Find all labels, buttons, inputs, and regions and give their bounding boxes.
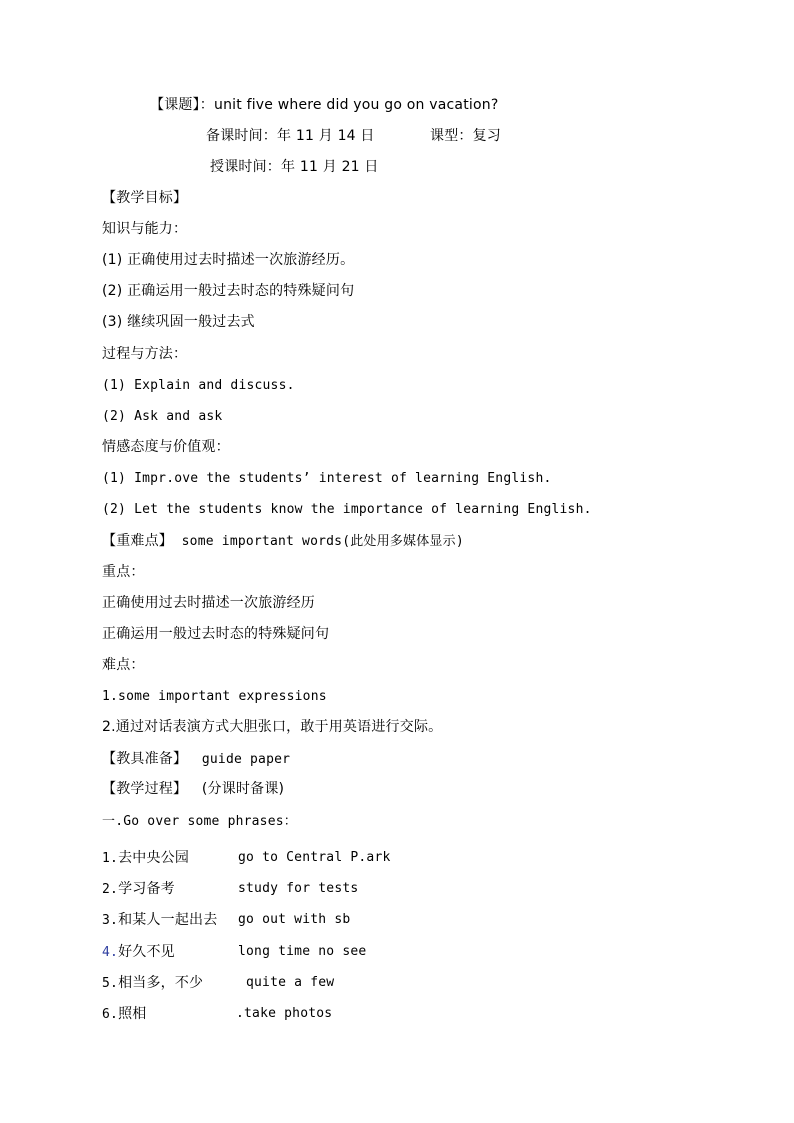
phrase-number: 1. bbox=[102, 851, 119, 866]
phrase-chinese: 学习备考 bbox=[118, 881, 175, 897]
materials-heading bbox=[102, 750, 290, 769]
phrase-row bbox=[102, 911, 502, 929]
key-points-text: some important words(此处用多媒体显示) bbox=[181, 534, 464, 549]
phrase-number: 5. bbox=[102, 976, 119, 991]
phrase-number: 6. bbox=[102, 1007, 119, 1022]
process-heading bbox=[102, 780, 284, 798]
lesson-type-text: 课型：复习 bbox=[430, 128, 501, 144]
lesson-title bbox=[150, 96, 498, 114]
phrase-english: long time no see bbox=[238, 944, 367, 959]
knowledge-item: (1) 正确使用过去时描述一次旅游经历。 bbox=[102, 252, 355, 268]
phrase-number: 2. bbox=[102, 882, 119, 897]
emotion-item: (2) Let the students know the importance of learning English. bbox=[102, 502, 592, 517]
process-method-heading: 过程与方法： bbox=[102, 346, 188, 362]
phrase-english: study for tests bbox=[238, 881, 359, 896]
process-label: 【教学过程】 bbox=[102, 781, 188, 797]
materials-label: 【教具准备】 bbox=[102, 751, 188, 767]
process-method-item: (2) Ask and ask bbox=[102, 409, 223, 424]
key-points-label: 【重难点】 bbox=[102, 533, 173, 549]
lesson-type bbox=[430, 127, 501, 145]
difficult-item: 2.通过对话表演方式大胆张口，敢于用英语进行交际。 bbox=[102, 719, 443, 735]
phrase-row bbox=[102, 974, 502, 992]
phrase-number: 3. bbox=[102, 913, 119, 928]
knowledge-heading: 知识与能力： bbox=[102, 221, 188, 237]
emotion-heading: 情感态度与价值观： bbox=[102, 439, 230, 455]
phrase-row bbox=[102, 1005, 502, 1023]
key-heading: 重点： bbox=[102, 564, 145, 580]
phrase-row bbox=[102, 943, 502, 961]
phrase-number: 4. bbox=[102, 945, 119, 960]
objectives-heading: 【教学目标】 bbox=[102, 190, 188, 206]
emotion-item: (1) Impr.ove the students’ interest of learning English. bbox=[102, 471, 552, 486]
lesson-title-text: 【课题】：unit five where did you go on vacation? bbox=[150, 97, 499, 113]
prep-time-text: 备课时间：年 11 月 14 日 bbox=[206, 128, 375, 144]
phrase-chinese: 照相 bbox=[118, 1006, 147, 1022]
difficult-heading: 难点： bbox=[102, 657, 145, 673]
phrase-english: quite a few bbox=[246, 975, 335, 990]
process-text: (分课时备课) bbox=[201, 781, 285, 797]
process-method-item: (1) Explain and discuss. bbox=[102, 378, 295, 393]
teach-time-text: 授课时间：年 11 月 21 日 bbox=[210, 159, 379, 175]
phrase-chinese: 去中央公园 bbox=[118, 850, 190, 866]
phrase-chinese: 和某人一起出去 bbox=[118, 912, 218, 928]
materials-text: guide paper bbox=[201, 752, 291, 767]
phrase-english: .take photos bbox=[236, 1006, 333, 1021]
phrase-english: go out with sb bbox=[238, 912, 351, 927]
phrase-english: go to Central P.ark bbox=[238, 850, 391, 865]
phrase-chinese: 相当多，不少 bbox=[118, 975, 204, 991]
teach-time bbox=[210, 158, 379, 176]
knowledge-item: (3) 继续巩固一般过去式 bbox=[102, 314, 255, 330]
step-one-heading: 一.Go over some phrases： bbox=[102, 814, 297, 829]
phrase-chinese: 好久不见 bbox=[118, 944, 175, 960]
difficult-item: 1.some important expressions bbox=[102, 689, 327, 704]
key-points-heading bbox=[102, 532, 464, 551]
knowledge-item: (2) 正确运用一般过去时态的特殊疑问句 bbox=[102, 283, 355, 299]
key-item: 正确使用过去时描述一次旅游经历 bbox=[102, 595, 315, 611]
phrase-row bbox=[102, 880, 502, 898]
phrase-row bbox=[102, 849, 502, 867]
key-item: 正确运用一般过去时态的特殊疑问句 bbox=[102, 626, 330, 642]
prep-time bbox=[206, 127, 375, 145]
